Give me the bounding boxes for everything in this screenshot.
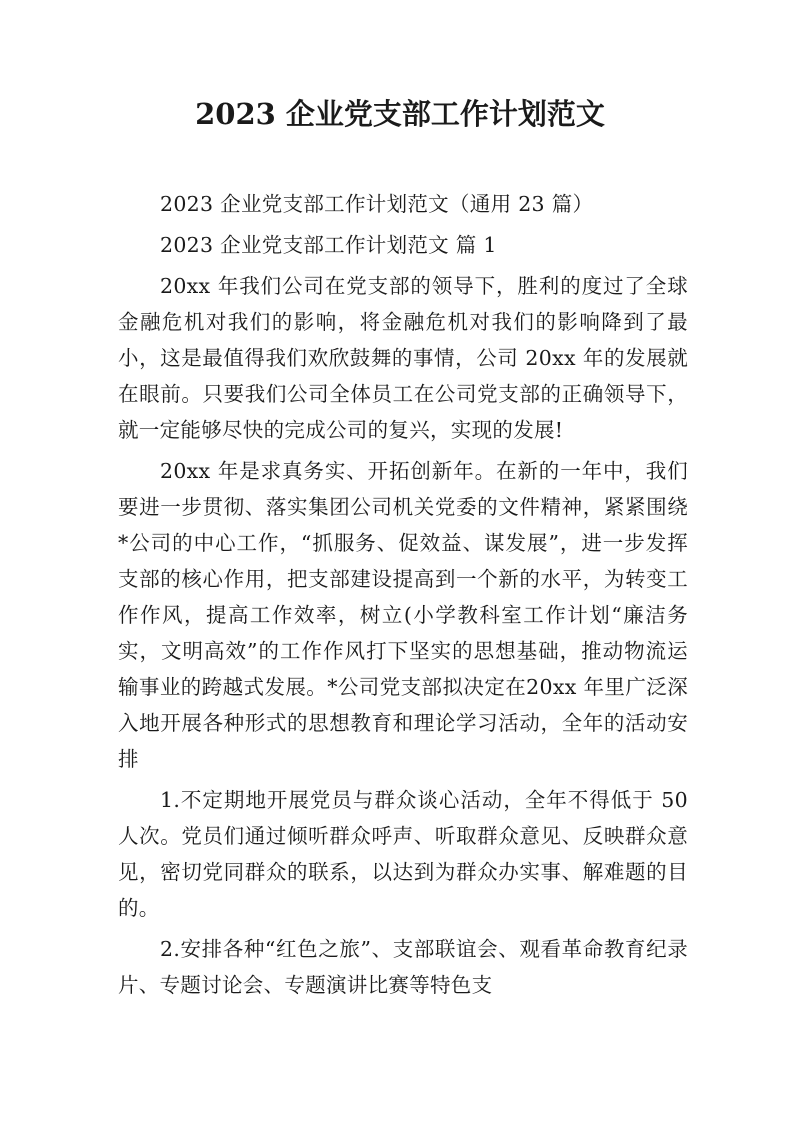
paragraph-subtitle: 2023 企业党支部工作计划范文（通用 23 篇）: [160, 192, 594, 216]
paragraph-section-heading: 2023 企业党支部工作计划范文 篇 1: [160, 233, 497, 257]
paragraph-plan: 20xx 年是求真务实、开拓创新年。在新的一年中，我们要进一步贯彻、落实集团公司机关党委的文件精神，紧紧围绕*公司的中心工作，“抓服务、促效益、谋发展”，进一步发挥支部的核心作用，把支部建设提高到一个新的水平，为转变工作作风，提高工作效率，树立(小学教科室工作计划“廉洁务实，文明高效”的工作作风打下坚实的思想基础，推动物流运输事业的跨越式发展。*公司党支部拟决定在20xx 年里广泛深入地开展各种形式的思想教育和理论学习活动，全年的活动安排: [118, 459, 688, 771]
document-body: [118, 186, 688, 1008]
paragraph-item-2: 2.安排各种“红色之旅”、支部联谊会、观看革命教育纪录片、专题讨论会、专题演讲比赛等特色支: [118, 937, 688, 997]
paragraph-item-1: 1.不定期地开展党员与群众谈心活动，全年不得低于 50人次。党员们通过倾听群众呼声、听取群众意见、反映群众意见，密切党同群众的联系，以达到为群众办实事、解难题的目的。: [118, 788, 688, 920]
paragraph-intro: 20xx 年我们公司在党支部的领导下，胜利的度过了全球金融危机对我们的影响，将金融危机对我们的影响降到了最小，这是最值得我们欢欣鼓舞的事情，公司 20xx 年的发展就在眼前。只要我们公司全体员工在公司党支部的正确领导下，就一定能够尽快的完成公司的复兴，实现的发展!: [118, 274, 688, 442]
document-title: 2023 企业党支部工作计划范文: [195, 97, 605, 131]
